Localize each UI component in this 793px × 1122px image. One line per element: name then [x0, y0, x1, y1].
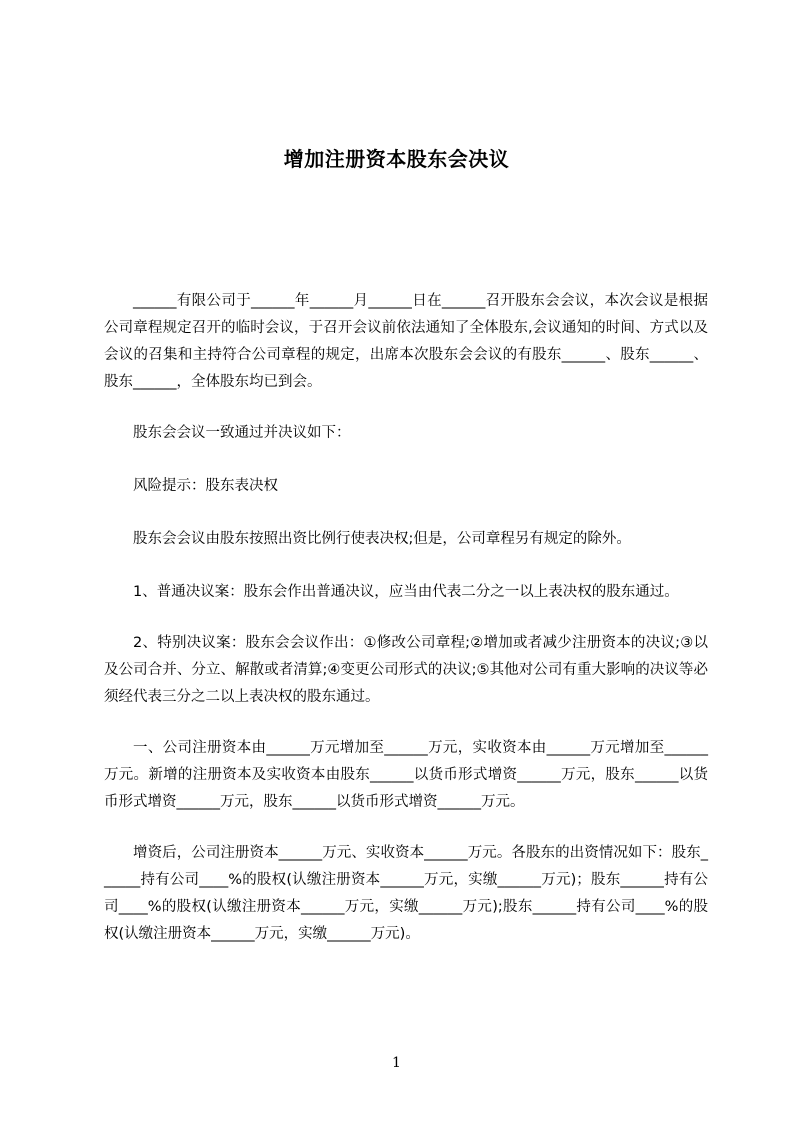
meeting-intro-paragraph: ______有限公司于______年______月______日在______召开股东会会议，本次会议是根据公司章程规定召开的临时会议，于召开会议前依法通知了全体股东,会议通知的时间、方式以及会议的召集和主持符合公司章程的规定，出席本次股东会会议的有股东______、股东______、股东______，全体股东均已到会。: [104, 293, 708, 390]
ordinary-resolution-paragraph: 1、普通决议案：股东会作出普通决议，应当由代表二分之一以上表决权的股东通过。: [133, 584, 679, 600]
post-increase-contribution-paragraph: 增资后，公司注册资本______万元、实收资本______万元。各股东的出资情况如下：股东______持有公司____%的股权(认缴注册资本______万元，实缴______万元)；股东______持有公司____%的股权(认缴注册资本______万元，实缴______万元);股东______持有公司____%的股权(认缴注册资本______万元，实缴______万元)。: [104, 845, 708, 942]
voting-rule-paragraph: 股东会会议由股东按照出资比例行使表决权;但是，公司章程另有规定的除外。: [133, 531, 631, 547]
document-body: [104, 288, 708, 948]
risk-notice-paragraph: 风险提示：股东表决权: [133, 478, 278, 494]
document-title: 增加注册资本股东会决议: [283, 147, 510, 171]
capital-increase-paragraph: 一、公司注册资本由______万元增加至______万元，实收资本由______万元增加至______万元。新增的注册资本及实收资本由股东______以货币形式增资______万元，股东______以货币形式增资______万元，股东______以货币形式增资______万元。: [104, 740, 708, 810]
resolution-intro-paragraph: 股东会会议一致通过并决议如下：: [133, 425, 351, 441]
page-number: 1: [392, 1055, 401, 1071]
special-resolution-paragraph: 2、特别决议案：股东会会议作出：①修改公司章程;②增加或者减少注册资本的决议;③以及公司合并、分立、解散或者清算;④变更公司形式的决议;⑤其他对公司有重大影响的决议等必须经代表三分之二以上表决权的股东通过。: [104, 635, 708, 705]
